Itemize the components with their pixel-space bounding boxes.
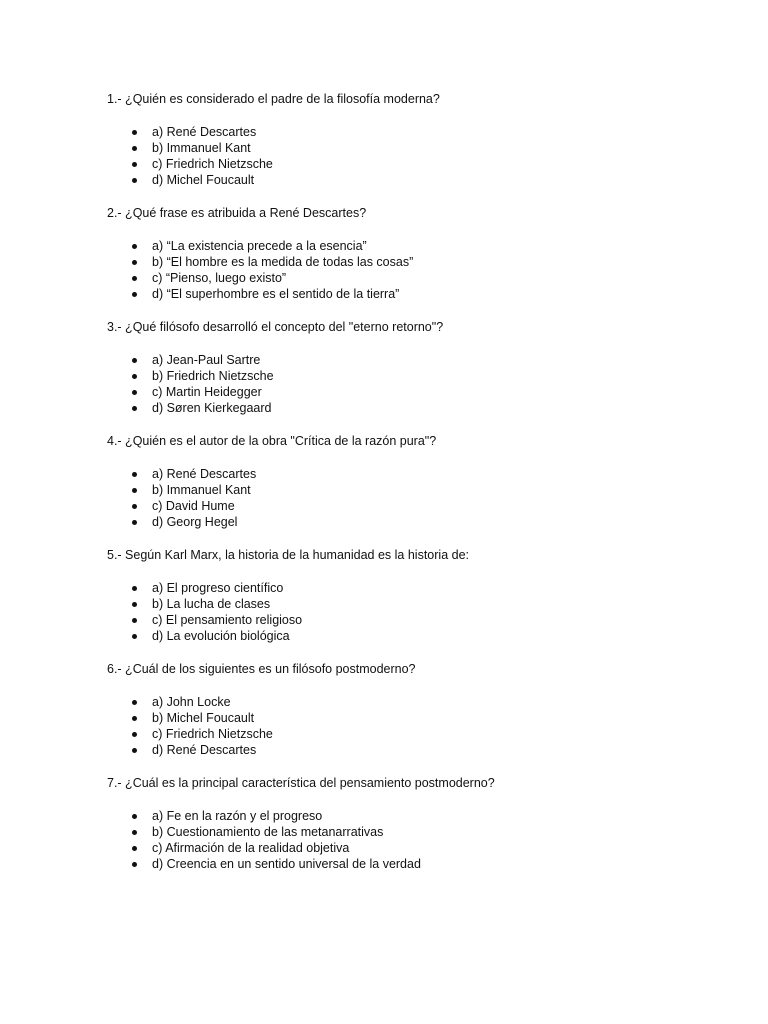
- option-item: [107, 172, 273, 188]
- option-item: [107, 368, 274, 384]
- option-item: [107, 498, 256, 514]
- option-label: d) René Descartes: [152, 743, 257, 757]
- option-label: a) El progreso científico: [152, 581, 284, 595]
- question-block-3: [107, 319, 707, 433]
- question-text: 4.- ¿Quién es el autor de la obra "Crítica de la razón pura"?: [107, 434, 437, 448]
- bullet-icon: [132, 634, 137, 639]
- option-label: d) Georg Hegel: [152, 515, 238, 529]
- option-item: [107, 156, 273, 172]
- question-block-7: [107, 775, 707, 889]
- option-label: a) Jean-Paul Sartre: [152, 353, 261, 367]
- option-item: [107, 124, 273, 140]
- question-text: 5.- Según Karl Marx, la historia de la humanidad es la historia de:: [107, 548, 469, 562]
- option-item: [107, 238, 413, 254]
- option-item: [107, 694, 273, 710]
- option-item: [107, 514, 256, 530]
- option-label: c) Afirmación de la realidad objetiva: [152, 841, 350, 855]
- question-text: 1.- ¿Quién es considerado el padre de la filosofía moderna?: [107, 92, 440, 106]
- bullet-icon: [132, 520, 137, 525]
- question-block-6: [107, 661, 707, 775]
- bullet-icon: [132, 488, 137, 493]
- question-block-4: [107, 433, 707, 547]
- option-item: [107, 352, 274, 368]
- option-label: b) Immanuel Kant: [152, 141, 251, 155]
- option-label: c) “Pienso, luego existo”: [152, 271, 287, 285]
- option-item: [107, 254, 413, 270]
- option-label: a) John Locke: [152, 695, 231, 709]
- option-label: a) Fe en la razón y el progreso: [152, 809, 323, 823]
- option-item: [107, 726, 273, 742]
- bullet-icon: [132, 406, 137, 411]
- bullet-icon: [132, 700, 137, 705]
- options-list: [107, 352, 274, 416]
- option-label: b) Michel Foucault: [152, 711, 255, 725]
- question-text: 3.- ¿Qué filósofo desarrolló el concepto del "eterno retorno"?: [107, 320, 444, 334]
- bullet-icon: [132, 862, 137, 867]
- bullet-icon: [132, 244, 137, 249]
- option-item: [107, 482, 256, 498]
- option-label: c) David Hume: [152, 499, 235, 513]
- option-item: [107, 270, 413, 286]
- quiz-content: [107, 91, 707, 889]
- options-list: [107, 580, 302, 644]
- option-label: a) René Descartes: [152, 125, 257, 139]
- bullet-icon: [132, 162, 137, 167]
- option-item: [107, 742, 273, 758]
- options-list: [107, 124, 273, 188]
- question-block-2: [107, 205, 707, 319]
- bullet-icon: [132, 472, 137, 477]
- option-item: [107, 596, 302, 612]
- option-label: a) “La existencia precede a la esencia”: [152, 239, 367, 253]
- bullet-icon: [132, 146, 137, 151]
- options-list: [107, 466, 256, 530]
- option-label: b) Friedrich Nietzsche: [152, 369, 274, 383]
- bullet-icon: [132, 276, 137, 281]
- bullet-icon: [132, 504, 137, 509]
- option-label: b) “El hombre es la medida de todas las cosas”: [152, 255, 414, 269]
- bullet-icon: [132, 846, 137, 851]
- option-item: [107, 580, 302, 596]
- bullet-icon: [132, 602, 137, 607]
- option-label: c) Friedrich Nietzsche: [152, 727, 273, 741]
- option-label: c) El pensamiento religioso: [152, 613, 303, 627]
- option-label: b) Cuestionamiento de las metanarrativas: [152, 825, 384, 839]
- question-text: 2.- ¿Qué frase es atribuida a René Descartes?: [107, 206, 367, 220]
- option-item: [107, 140, 273, 156]
- bullet-icon: [132, 374, 137, 379]
- question-text: 7.- ¿Cuál es la principal característica del pensamiento postmoderno?: [107, 776, 495, 790]
- option-label: d) Creencia en un sentido universal de la verdad: [152, 857, 421, 871]
- bullet-icon: [132, 178, 137, 183]
- option-item: [107, 824, 421, 840]
- option-label: c) Martin Heidegger: [152, 385, 262, 399]
- bullet-icon: [132, 618, 137, 623]
- question-block-5: [107, 547, 707, 661]
- option-item: [107, 808, 421, 824]
- bullet-icon: [132, 390, 137, 395]
- options-list: [107, 808, 421, 872]
- option-item: [107, 840, 421, 856]
- option-label: b) Immanuel Kant: [152, 483, 251, 497]
- option-label: d) “El superhombre es el sentido de la tierra”: [152, 287, 400, 301]
- question-block-1: [107, 91, 707, 205]
- bullet-icon: [132, 830, 137, 835]
- bullet-icon: [132, 716, 137, 721]
- bullet-icon: [132, 586, 137, 591]
- option-item: [107, 856, 421, 872]
- option-label: d) Michel Foucault: [152, 173, 255, 187]
- bullet-icon: [132, 260, 137, 265]
- option-label: a) René Descartes: [152, 467, 257, 481]
- bullet-icon: [132, 748, 137, 753]
- option-item: [107, 628, 302, 644]
- option-item: [107, 400, 274, 416]
- bullet-icon: [132, 130, 137, 135]
- options-list: [107, 238, 413, 302]
- option-label: d) La evolución biológica: [152, 629, 290, 643]
- bullet-icon: [132, 732, 137, 737]
- bullet-icon: [132, 358, 137, 363]
- option-item: [107, 384, 274, 400]
- option-label: d) Søren Kierkegaard: [152, 401, 272, 415]
- options-list: [107, 694, 273, 758]
- option-label: b) La lucha de clases: [152, 597, 271, 611]
- bullet-icon: [132, 292, 137, 297]
- question-text: 6.- ¿Cuál de los siguientes es un filósofo postmoderno?: [107, 662, 416, 676]
- option-item: [107, 710, 273, 726]
- option-label: c) Friedrich Nietzsche: [152, 157, 273, 171]
- option-item: [107, 286, 413, 302]
- bullet-icon: [132, 814, 137, 819]
- option-item: [107, 612, 302, 628]
- option-item: [107, 466, 256, 482]
